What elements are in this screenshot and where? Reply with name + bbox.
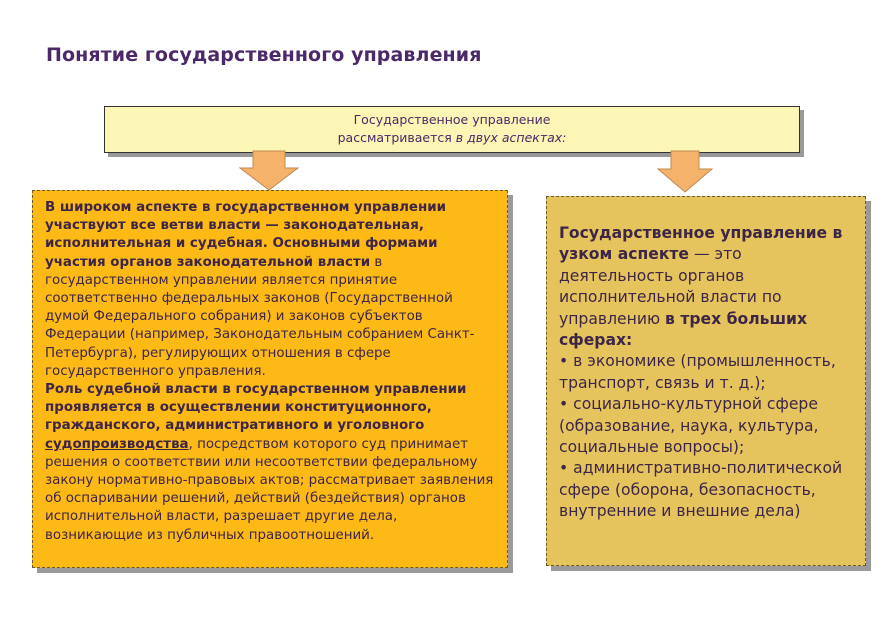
sphere-item-economy: • в экономике (промышленность, транспорт, связь и т. д.); [559,352,836,392]
sphere-item-social: • социально-культурной сфере (образование, наука, культура, социальные вопросы); [559,395,819,457]
broad-aspect-box [32,190,508,568]
page-title: Понятие государственного управления [46,44,482,66]
narrow-aspect-intro: Государственное управление в узком аспекте — это деятельность органов исполнительной власти по управлению в трех больших сферах: [559,224,843,350]
broad-aspect-intro: В широком аспекте в государственном управлении участвуют все ветви власти — законодательная, исполнительная и судебная. Основными формами участия органов законодательной власти в государственном управлении является принятие соответственно федеральных законов (Государственной думой Федерального собрания) и законов субъектов Федерации (например, Законодательным собранием Санкт-Петербурга), регулирующих отношения в сфере государственного управления. [45,200,475,379]
aspects-header-line1: Государственное управление [353,112,551,127]
down-arrow-right-icon [656,150,714,194]
narrow-aspect-box [546,196,866,566]
sphere-item-administrative: • административно-политической сфере (оборона, безопасность, внутренние и внешние дела) [559,459,843,521]
down-arrow-left-icon [238,150,300,192]
aspects-header-line2-italic: в двух аспектах: [455,130,567,145]
judicial-role-text: Роль судебной власти в государственном управлении проявляется в осуществлении конституционного, гражданского, административного и уголовного судопроизводства, посредством которого суд принимает решения о соответствии или несоответствии федеральному закону нормативно-правовых актов; рассматривает заявления об оспаривании решений, действий (бездействия) органов исполнительной власти, разрешает другие дела, возникающие из публичных правоотношений. [45,382,494,543]
aspects-header-line2-regular: рассматривается [337,130,456,145]
aspects-header-line2 [338,130,567,145]
aspects-header-box [104,106,800,153]
